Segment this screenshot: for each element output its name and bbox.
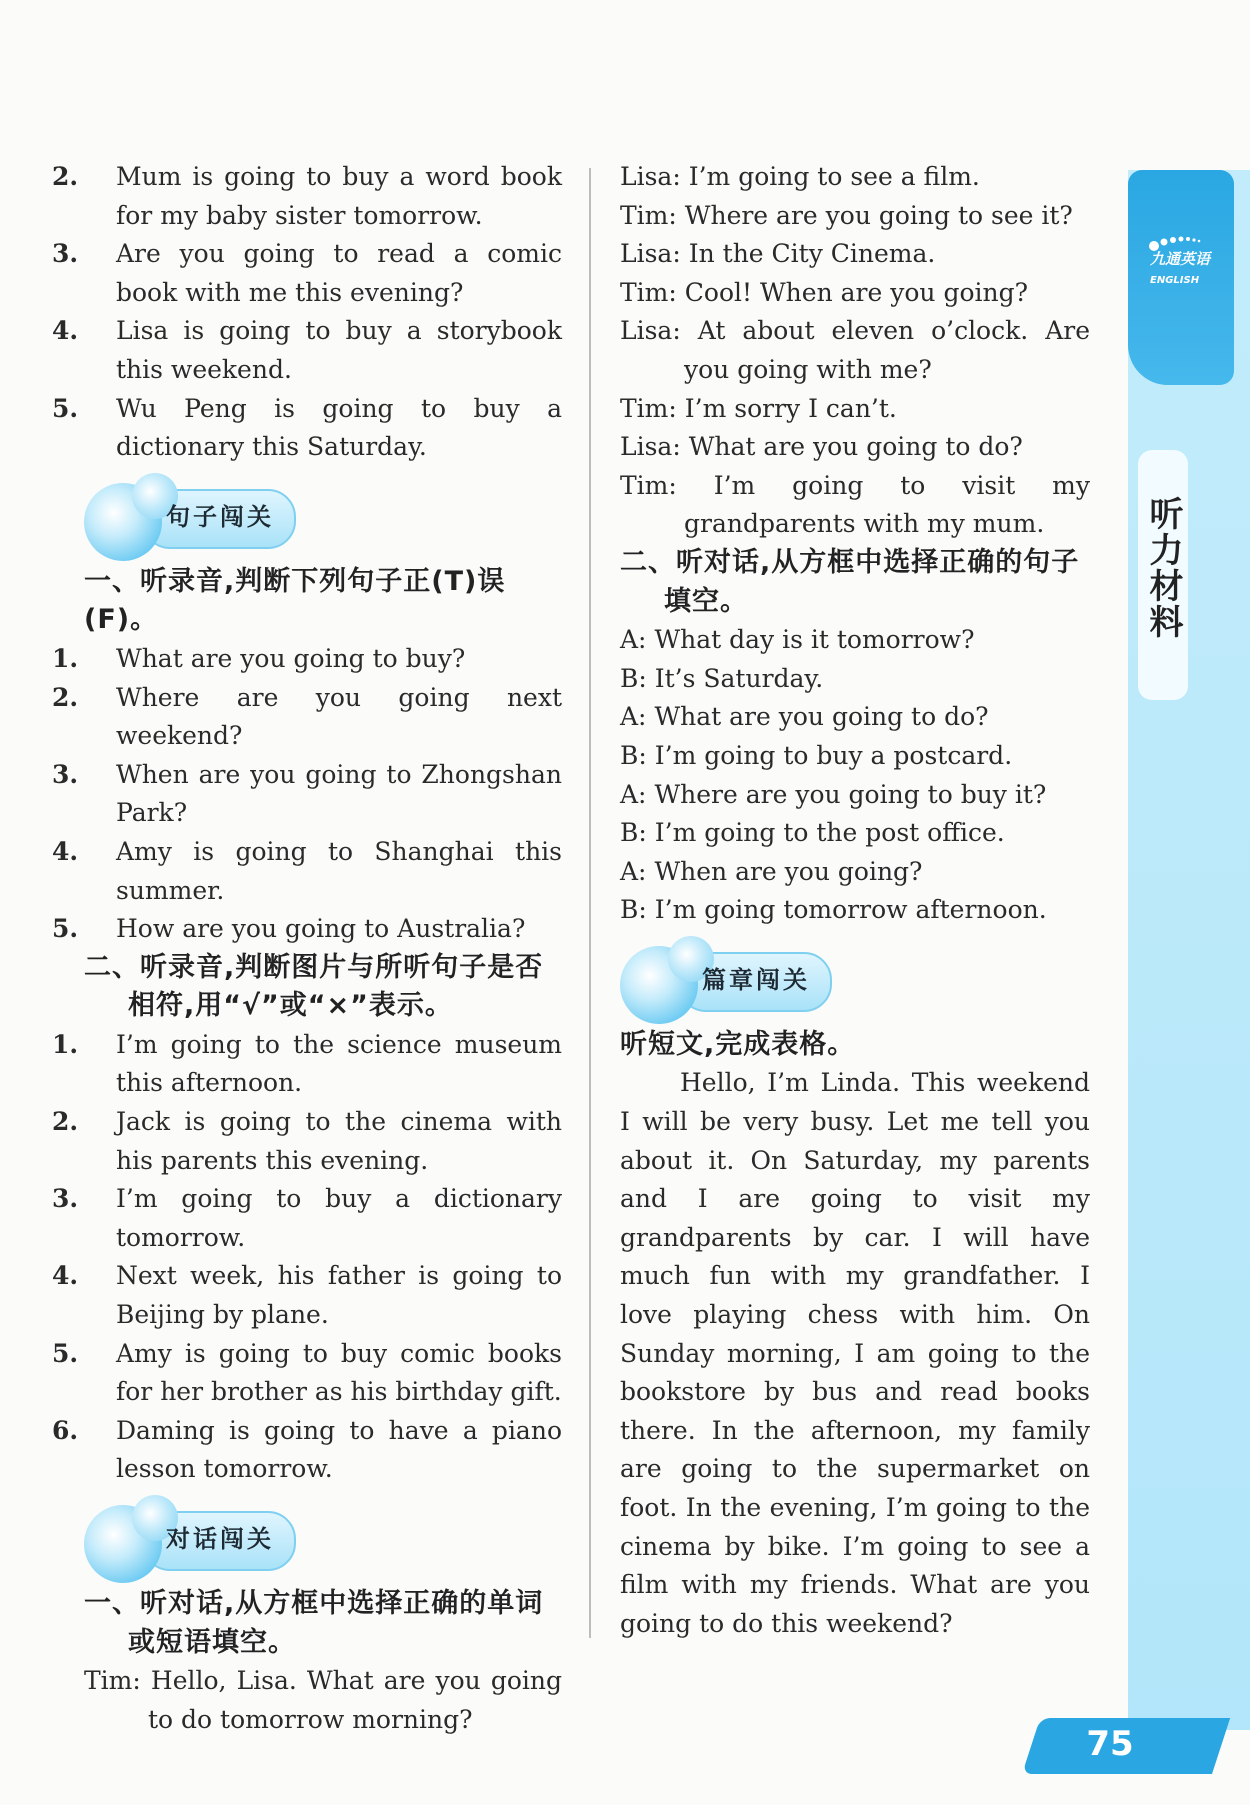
line-text: At about eleven o’clock. Are you going with me?	[684, 316, 1090, 384]
item-text: Jack is going to the cinema with his parents this evening.	[116, 1107, 562, 1175]
list-item	[52, 235, 562, 312]
section-heading: 听短文,完成表格。	[620, 1028, 856, 1060]
item-text: Mum is going to buy a word book for my baby sister tomorrow.	[116, 162, 562, 230]
item-text: Wu Peng is going to buy a dictionary this Saturday.	[116, 393, 562, 462]
section-heading: 一、听对话,从方框中选择正确的单词或短语填空。	[84, 1588, 544, 1658]
line-text: I’m going to the post office.	[654, 818, 1005, 848]
list-item	[52, 910, 562, 949]
item-text: Where are you going next weekend?	[116, 682, 562, 751]
item-text: Amy is going to buy comic books for her brother as his birthday gift.	[116, 1338, 562, 1407]
line-text: What are you going to do?	[654, 702, 989, 732]
line-text: I’m going to visit my grandparents with my mum.	[684, 470, 1090, 539]
line-text: Hello, Lisa. What are you going to do tomorrow morning?	[148, 1666, 562, 1734]
page-number: 75	[1086, 1724, 1134, 1764]
item-text: I’m going to buy a dictionary tomorrow.	[116, 1184, 562, 1252]
item-number: 4.	[52, 1261, 79, 1291]
line-text: What day is it tomorrow?	[654, 625, 975, 655]
logo-text: 九通英语	[1150, 250, 1211, 268]
speaker: Tim:	[620, 470, 677, 500]
line-text: What are you going to do?	[688, 432, 1023, 462]
speaker: Tim:	[620, 200, 677, 230]
passage-section-banner	[620, 930, 1090, 1026]
item-number: 3.	[52, 239, 79, 269]
line-text: Where are you going to see it?	[684, 200, 1073, 230]
list-item	[52, 312, 562, 389]
list-item	[52, 390, 562, 467]
item-number: 2.	[52, 1107, 79, 1137]
section-heading: 二、听对话,从方框中选择正确的句子填空。	[620, 546, 1080, 617]
speaker: Lisa:	[620, 239, 681, 269]
section-heading: 二、听录音,判断图片与所听句子是否相符,用“√”或“×”表示。	[84, 951, 544, 1022]
item-text: What are you going to buy?	[116, 643, 466, 673]
dialogue-line	[620, 312, 1090, 389]
item-text: Lisa is going to buy a storybook this weekend.	[116, 316, 562, 384]
speaker: A:	[620, 856, 647, 886]
item-text: Daming is going to have a piano lesson tomorrow.	[116, 1415, 562, 1484]
dialogue-line	[620, 467, 1090, 544]
speaker: Tim:	[84, 1666, 141, 1696]
line-text: It’s Saturday.	[654, 663, 824, 693]
sidebar-strip	[1128, 170, 1250, 1730]
speaker: B:	[620, 895, 647, 925]
banner-label: 篇章闯关	[702, 965, 810, 994]
line-text: I’m going to see a film.	[688, 162, 980, 191]
dialogue-line	[84, 1662, 562, 1739]
section-label-text: 听力材料	[1143, 496, 1183, 640]
line-text: In the City Cinema.	[688, 239, 936, 269]
item-number: 6.	[52, 1415, 79, 1445]
passage-text: Hello, I’m Linda. This weekend I will be very busy. Let me tell you about it. On Saturday, my parents and I are going to visit my grandparents by car. I will have much fun with my grandfather. I love playing chess with him. On Sunday morning, I am going to the bookstore by bus and read books there. In the afternoon, my family are going to the supermarket on foot. In the evening, I’m going to the cinema by bike. I’m going to see a film with my friends. What are you going to do this weekend?	[620, 1068, 1090, 1638]
item-text: I’m going to the science museum this afternoon.	[116, 1029, 562, 1098]
dialogue-line	[620, 390, 1090, 429]
line-text: When are you going?	[654, 856, 923, 886]
item-number: 5.	[52, 1338, 79, 1368]
speaker: Lisa:	[620, 316, 681, 346]
list-item	[52, 679, 562, 756]
dialogue-line	[620, 776, 1090, 815]
speaker: B:	[620, 663, 647, 693]
list-item	[52, 1335, 562, 1412]
right-column	[620, 158, 1090, 1643]
item-number: 1.	[52, 1029, 79, 1059]
line-text: I’m sorry I can’t.	[684, 393, 897, 423]
dialogue-line	[620, 891, 1090, 930]
dialogue-section-banner	[84, 1489, 562, 1585]
speaker: A:	[620, 625, 647, 655]
logo-subtext: ENGLISH	[1150, 275, 1200, 286]
speaker: A:	[620, 702, 647, 732]
dialogue-line	[620, 814, 1090, 853]
list-item	[52, 756, 562, 833]
dialogue-line	[620, 428, 1090, 467]
speaker: Lisa:	[620, 432, 681, 462]
speaker: Lisa:	[620, 162, 681, 191]
sentence-section-banner	[84, 467, 562, 563]
item-number: 4.	[52, 836, 79, 866]
item-number: 5.	[52, 914, 79, 944]
section-heading: 一、听录音,判断下列句子正(T)误(F)。	[84, 565, 506, 636]
item-text: Next week, his father is going to Beijing by plane.	[116, 1261, 562, 1330]
sidebar-section-label	[1138, 450, 1188, 700]
dialogue-line	[620, 698, 1090, 737]
item-number: 3.	[52, 759, 79, 789]
dialogue-line	[620, 737, 1090, 776]
item-number: 3.	[52, 1184, 79, 1214]
speaker: B:	[620, 740, 647, 770]
list-item	[52, 1180, 562, 1257]
logo	[1150, 248, 1210, 287]
dialogue-line	[620, 197, 1090, 236]
item-text: How are you going to Australia?	[116, 914, 526, 944]
item-text: When are you going to Zhongshan Park?	[116, 759, 562, 828]
line-text: I’m going to buy a postcard.	[654, 740, 1013, 770]
dialogue-line	[620, 621, 1090, 660]
item-number: 5.	[52, 393, 79, 423]
line-text: Cool! When are you going?	[684, 277, 1029, 307]
list-item	[52, 1257, 562, 1334]
item-text: Amy is going to Shanghai this summer.	[116, 836, 562, 905]
list-item	[52, 158, 562, 235]
line-text: Where are you going to buy it?	[654, 779, 1047, 809]
speaker: Tim:	[620, 393, 677, 423]
list-item	[52, 1103, 562, 1180]
dialogue-line	[620, 158, 1090, 197]
speaker: Tim:	[620, 277, 677, 307]
list-item	[52, 1412, 562, 1489]
list-item	[52, 640, 562, 679]
banner-label: 对话闯关	[166, 1525, 274, 1553]
item-number: 1.	[52, 643, 79, 673]
list-item	[52, 833, 562, 910]
speaker: A:	[620, 779, 647, 809]
item-number: 4.	[52, 316, 79, 346]
banner-label: 句子闯关	[166, 502, 274, 531]
item-number: 2.	[52, 162, 79, 191]
speaker: B:	[620, 818, 647, 848]
line-text: I’m going tomorrow afternoon.	[654, 895, 1047, 925]
dialogue-line	[620, 235, 1090, 274]
left-column	[52, 158, 562, 1739]
item-number: 2.	[52, 682, 79, 712]
dialogue-line	[620, 660, 1090, 699]
dialogue-line	[620, 274, 1090, 313]
column-divider	[589, 168, 591, 1638]
item-text: Are you going to read a comic book with me this evening?	[116, 239, 562, 307]
dialogue-line	[620, 853, 1090, 892]
list-item	[52, 1026, 562, 1103]
